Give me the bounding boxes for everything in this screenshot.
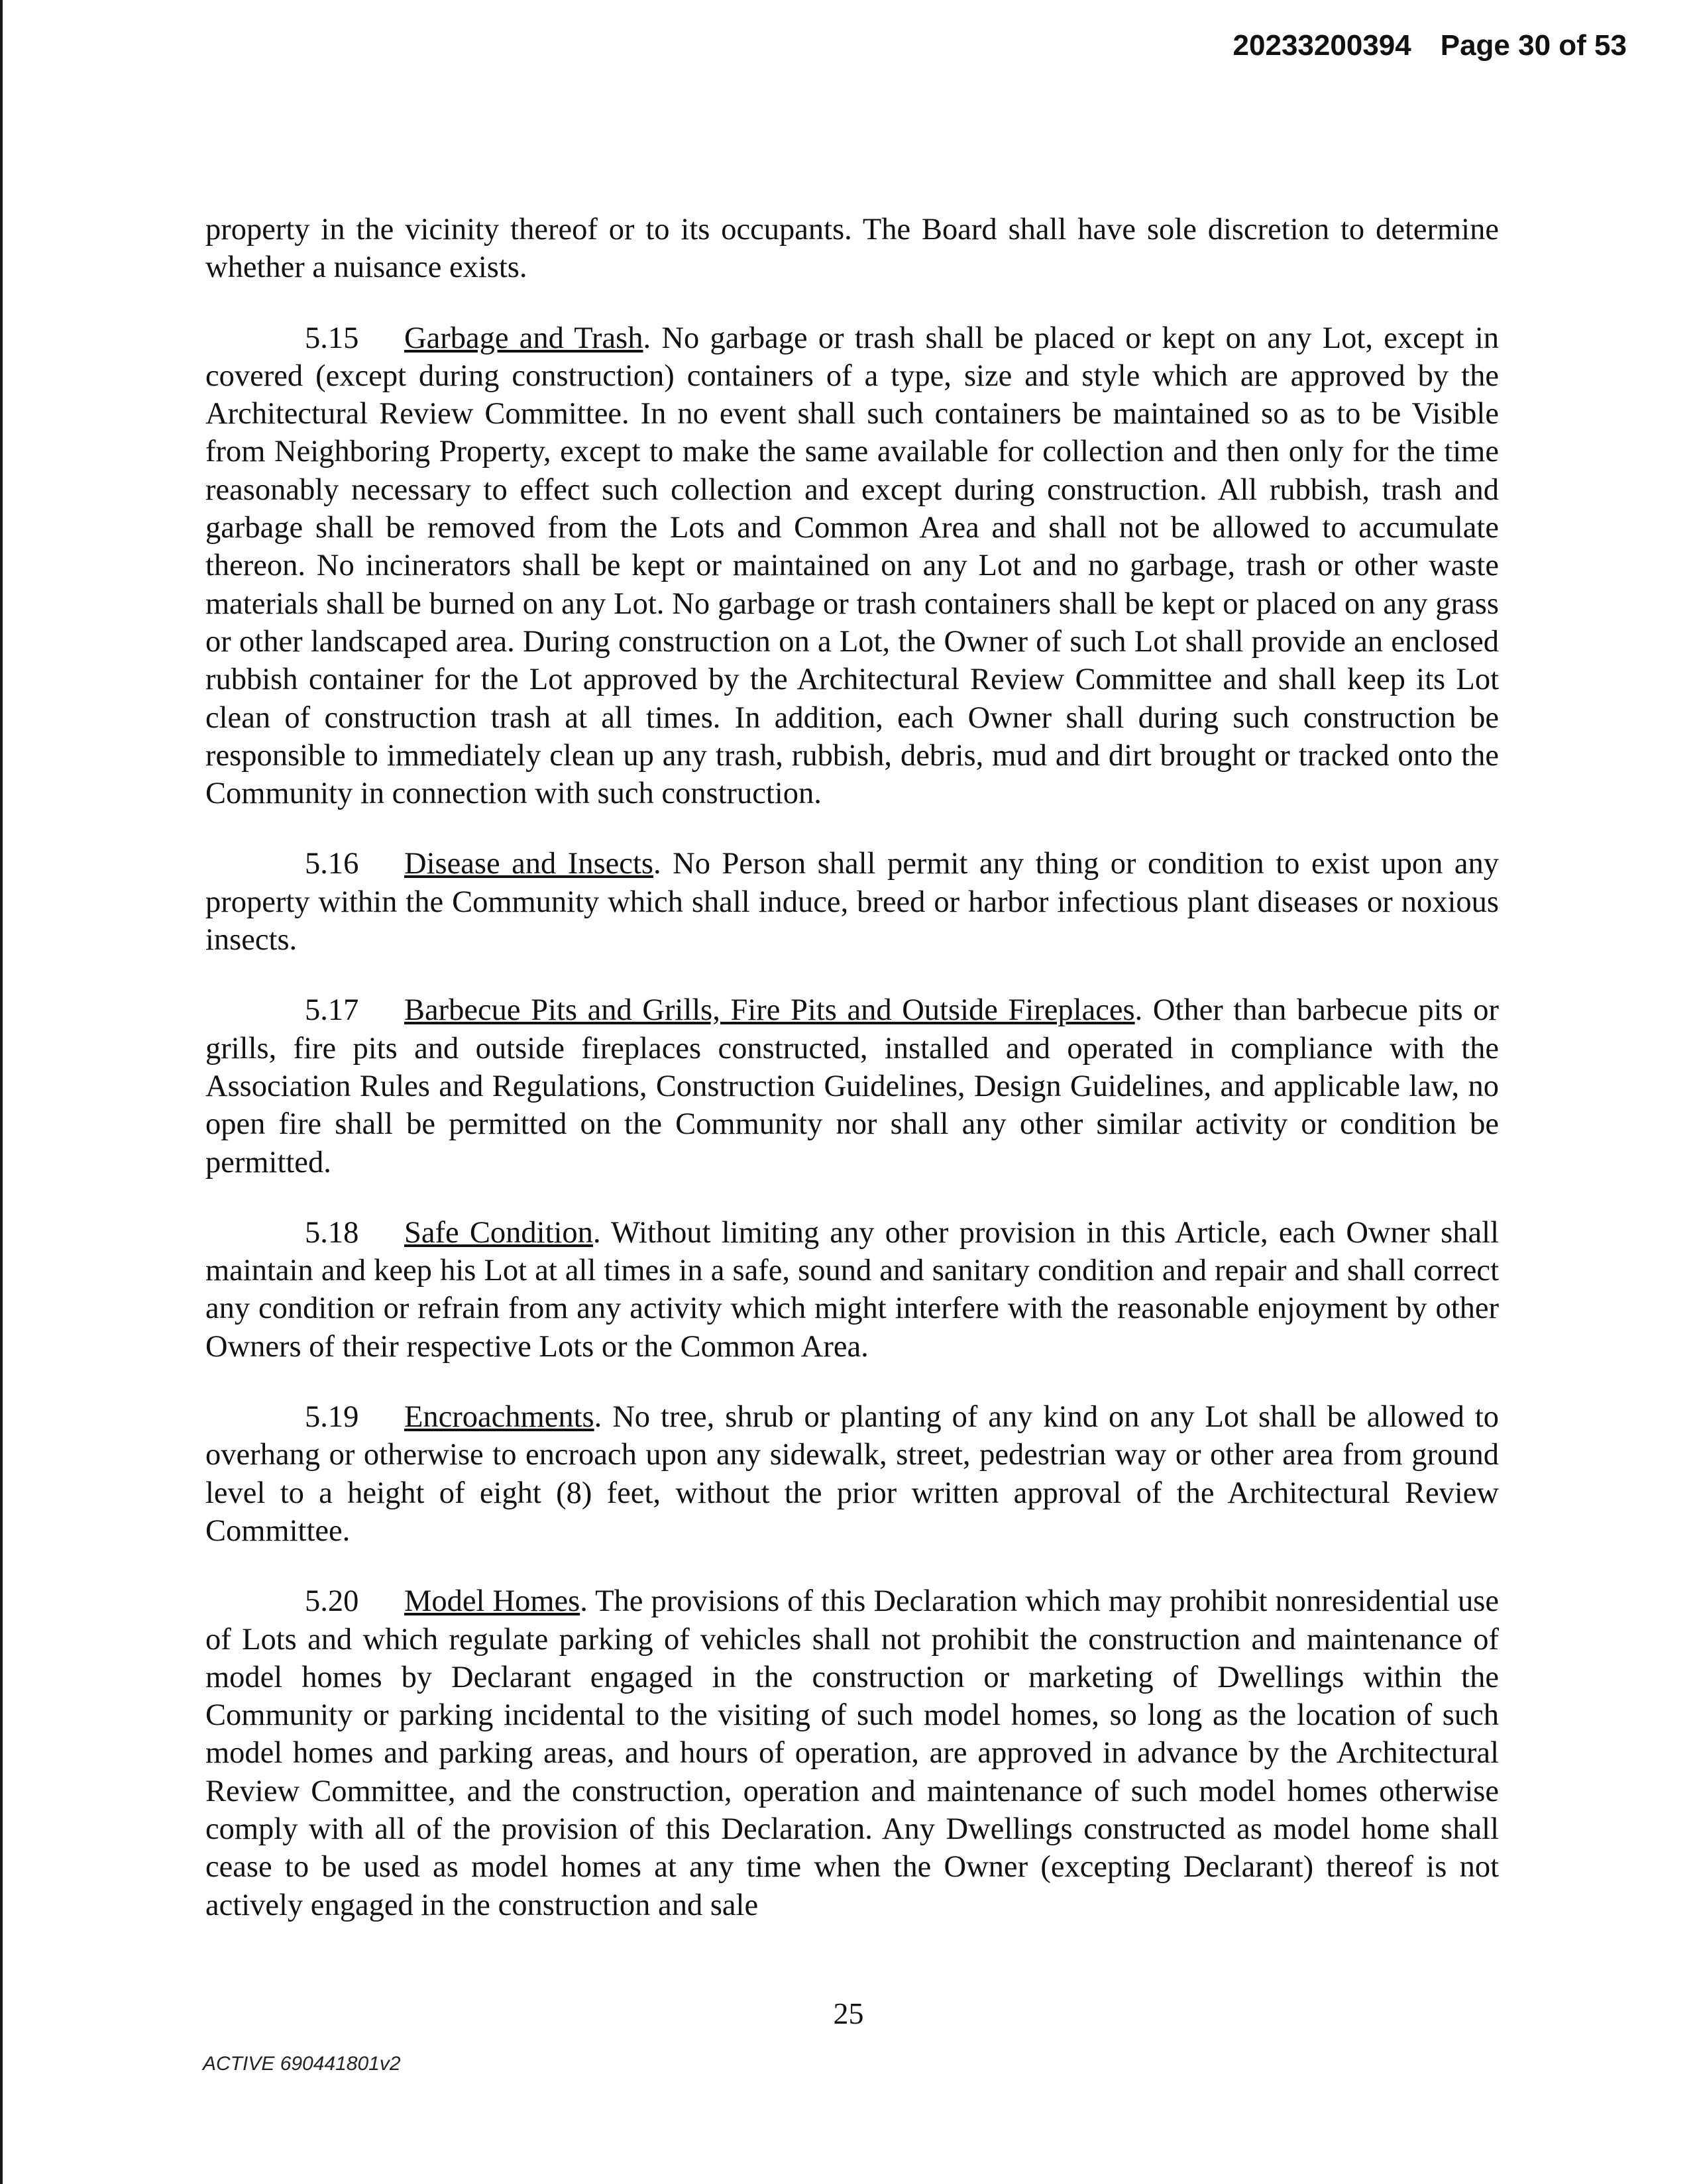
section-number: 5.17 — [305, 993, 359, 1028]
document-id-footer: ACTIVE 690441801v2 — [203, 2053, 401, 2075]
section-heading: Encroachments — [404, 1400, 594, 1435]
section-text: . No tree, shrub or planting of any kind on any Lot shall be allowed to overhang or otherwise to encroach upon any sidewalk, street, pedestrian way or other area from ground level to a height of eight (8) feet, without the prior written approval of the Architectural Review Committee. — [205, 1400, 1499, 1548]
section-5-19 — [205, 1398, 1499, 1550]
section-number: 5.16 — [305, 847, 359, 881]
section-text: . Without limiting any other provision in this Article, each Owner shall maintain and keep his Lot at all times in a safe, sound and sanitary condition and repair and shall correct any condition or refrain from any activity which might interfere with the reasonable enjoyment by other Owners of their respective Lots or the Common Area. — [205, 1215, 1499, 1364]
section-number: 5.19 — [305, 1400, 359, 1435]
section-heading: Disease and Insects — [404, 847, 653, 881]
section-heading: Safe Condition — [404, 1215, 593, 1250]
page-reference: Page 30 of 53 — [1440, 29, 1627, 62]
section-5-18 — [205, 1214, 1499, 1366]
section-5-20 — [205, 1582, 1499, 1924]
section-5-15 — [205, 319, 1499, 813]
section-heading: Barbecue Pits and Grills, Fire Pits and Outside Fireplaces — [404, 993, 1135, 1028]
section-number: 5.20 — [305, 1584, 359, 1619]
section-text: . Other than barbecue pits or grills, fire pits and outside fireplaces constructed, installed and operated in compliance with the Association Rules and Regulations, Construction Guidelines, Design Guidelines, and applicable law, no open fire shall be permitted on the Community nor shall any other similar activity or condition be permitted. — [205, 993, 1499, 1179]
section-heading: Garbage and Trash — [404, 321, 643, 355]
section-text: . No Person shall permit any thing or condition to exist upon any property within the Community which shall induce, breed or harbor infectious plant diseases or noxious insects. — [205, 847, 1499, 957]
section-heading: Model Homes — [404, 1584, 580, 1619]
section-number: 5.15 — [305, 321, 359, 355]
section-5-17 — [205, 991, 1499, 1181]
section-5-16 — [205, 845, 1499, 959]
document-number: 20233200394 — [1232, 29, 1411, 62]
section-text: . No garbage or trash shall be placed or kept on any Lot, except in covered (except during construction) containers of a type, size and style which are approved by the Architectural Review Committee. In no event shall such containers be maintained so as to be Visible from Neighboring Property, except to make the same available for collection and then only for the time reasonably necessary to effect such collection and except during construction. All rubbish, trash and garbage shall be removed from the Lots and Common Area and shall not be allowed to accumulate thereon. No incinerators shall be kept or maintained on any Lot and no garbage, trash or other waste materials shall be burned on any Lot. No garbage or trash containers shall be kept or placed on any grass or other landscaped area. During construction on a Lot, the Owner of such Lot shall provide an enclosed rubbish container for the Lot approved by the Architectural Review Committee and shall keep its Lot clean of construction trash at all times. In addition, each Owner shall during such construction be responsible to immediately clean up any trash, rubbish, debris, mud and dirt brought or tracked onto the Community in connection with such construction. — [205, 321, 1499, 811]
recording-header — [1233, 29, 1627, 62]
section-text: . The provisions of this Declaration which may prohibit nonresidential use of Lots and which regulate parking of vehicles shall not prohibit the construction and maintenance of model homes by Declarant engaged in the construction or marketing of Dwellings within the Community or parking incidental to the visiting of such model homes, so long as the location of such model homes and parking areas, and hours of operation, are approved in advance by the Architectural Review Committee, and the construction, operation and maintenance of such model homes otherwise comply with all of the provision of this Declaration. Any Dwellings constructed as model home shall cease to be used as model homes at any time when the Owner (excepting Declarant) thereof is not actively engaged in the construction and sale — [205, 1584, 1499, 1922]
page-number: 25 — [833, 1996, 864, 2030]
intro-paragraph: property in the vicinity thereof or to its occupants. The Board shall have sole discretion to determine whether a nuisance exists. — [205, 213, 1499, 285]
section-number: 5.18 — [305, 1215, 359, 1250]
document-body — [205, 211, 1499, 1957]
page-edge — [0, 0, 3, 2184]
